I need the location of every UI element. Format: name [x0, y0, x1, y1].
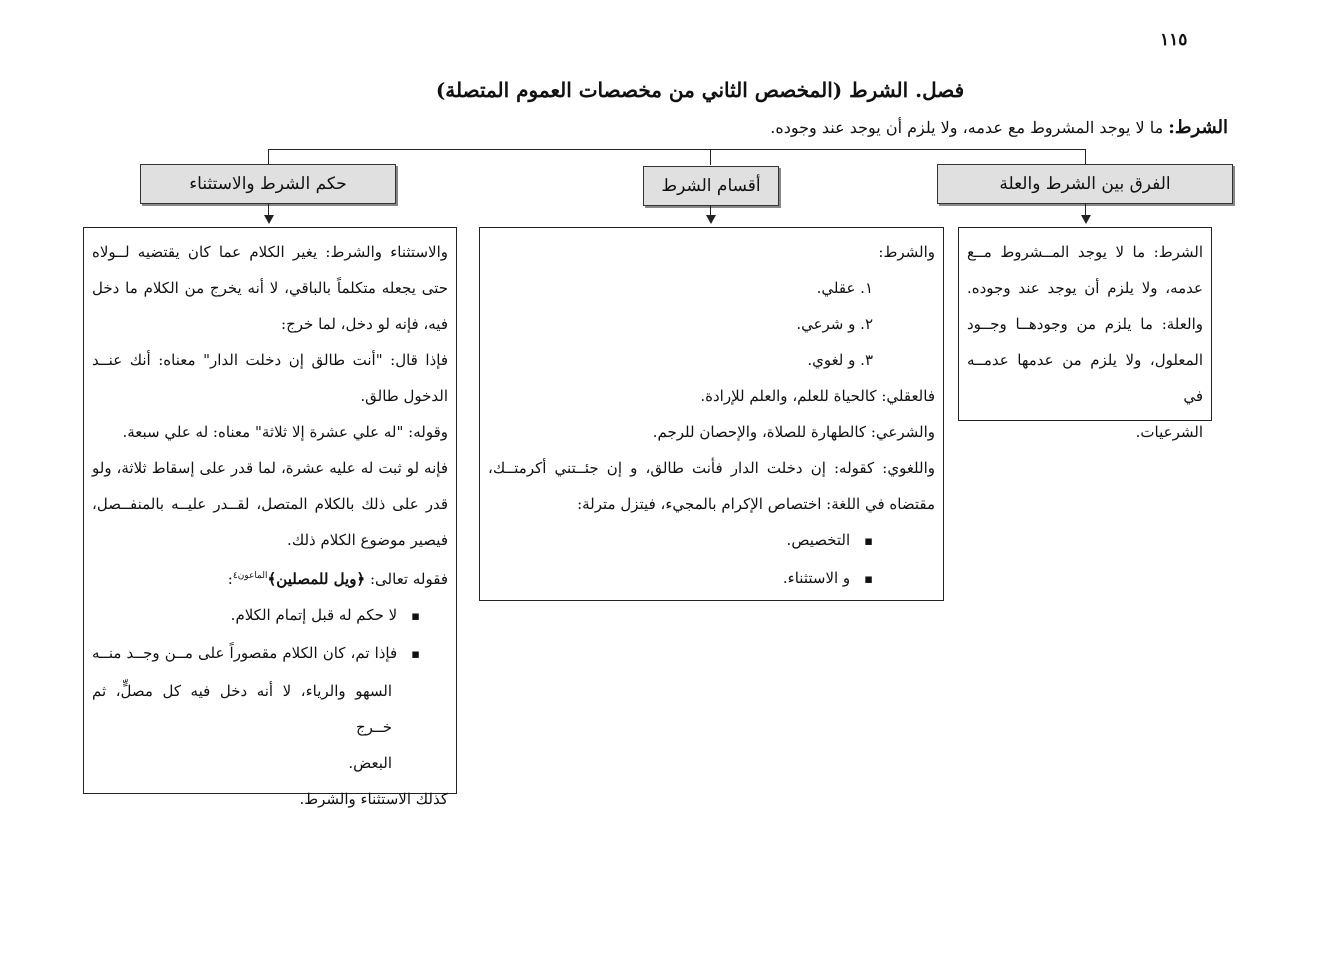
ruling-bullet-text: لا حكم له قبل إتمام الكلام.	[230, 606, 398, 624]
connector-drop-center	[710, 149, 711, 165]
connector-drop-left	[268, 149, 269, 165]
ruling-line: قدر على ذلك بالكلام المتصل، لقــدر عليــه بالمنفــصل،	[92, 495, 448, 513]
connector-drop-right	[1085, 149, 1086, 165]
bullet-icon	[850, 531, 873, 549]
types-intro: والشرط:	[878, 243, 935, 261]
ruling-line: الدخول طالق.	[360, 387, 448, 405]
types-line: والشرعي: كالطهارة للصلاة، والإحصان للرجم.	[652, 423, 935, 441]
heading-ruling	[140, 164, 396, 204]
difference-box	[958, 227, 1212, 441]
types-line: واللغوي: كقوله: إن دخلت الدار فأنت طالق، و إن جئــتني أكرمتــك،	[488, 459, 935, 477]
ruling-bullet-text: فإذا تم، كان الكلام مقصوراً على مــن وجــد منــه	[92, 644, 398, 662]
bullet-icon	[397, 606, 420, 624]
definition-text: ما لا يوجد المشروط مع عدمه، ولا يلزم أن يوجد عند وجوده.	[770, 118, 1169, 137]
condition-definition	[228, 117, 1228, 138]
ruling-line: والاستثناء والشرط: يغير الكلام عما كان يقتضيه لــولاه	[92, 243, 448, 261]
arrow-down-icon	[264, 215, 274, 224]
ruling-bullet	[92, 597, 448, 635]
bullet-icon	[397, 635, 420, 673]
types-line: فالعقلي: كالحياة للعلم، والعلم للإرادة.	[700, 387, 935, 405]
ruling-bullet-continuation: السهو والرياء، لا أنه دخل فيه كل مصلٍّ، ثم خــرج	[92, 682, 392, 736]
ruling-line: فيه، فإنه لو دخل، لما خرج:	[281, 315, 448, 333]
ruling-line: فيصير موضوع الكلام ذلك.	[287, 531, 448, 549]
types-line: مقتضاه في اللغة: اختصاص الإكرام بالمجيء، فيتزل مترلة:	[577, 495, 935, 513]
chapter-title: فصل. الشرط (المخصص الثاني من مخصصات العموم المتصلة)	[435, 78, 965, 102]
types-numbered-item: ٣. و لغوي.	[807, 351, 873, 369]
types-bullet	[488, 522, 935, 560]
verse-intro: فقوله تعالى:	[365, 570, 448, 588]
difference-line: عدمه، ولا يلزم أن يوجد عند وجوده.	[967, 279, 1203, 297]
difference-line: والعلة: ما يلزم من وجودهــا وجــود	[967, 315, 1203, 333]
arrow-down-icon	[706, 215, 716, 224]
verse-reference: الماعون٤	[232, 571, 268, 581]
ruling-bullet-continuation: البعض.	[348, 754, 392, 772]
types-numbered-item: ١. عقلي.	[816, 279, 873, 297]
types-bullet-text: التخصيص.	[786, 531, 851, 549]
ruling-line: وقوله: "له علي عشرة إلا ثلاثة" معناه: له علي سبعة.	[122, 423, 448, 441]
difference-line: الشرط: ما لا يوجد المــشروط مــع	[967, 243, 1203, 261]
difference-line: المعلول، ولا يلزم من عدمها عدمــه في	[967, 351, 1203, 405]
bullet-icon	[850, 569, 873, 587]
types-numbered-item: ٢. و شرعي.	[796, 315, 873, 333]
quran-verse: ﴿ويل للمصلين﴾	[267, 570, 366, 588]
types-bullet	[488, 560, 935, 598]
heading-types	[643, 166, 779, 206]
ruling-line: فإنه لو ثبت له عليه عشرة، لما قدر على إسقاط ثلاثة، ولو	[92, 459, 448, 477]
ruling-line: حتى يجعله متكلماً بالباقي، لا أنه يخرج من الكلام ما دخل	[92, 279, 448, 297]
arrow-down-icon	[1081, 215, 1091, 224]
definition-term: الشرط:	[1168, 117, 1228, 138]
ruling-bullet	[92, 635, 448, 673]
heading-ruling-label: حكم الشرط والاستثناء	[189, 174, 347, 194]
page-number: ١١٥	[1160, 30, 1188, 50]
ruling-line: فإذا قال: "أنت طالق إن دخلت الدار" معناه: أنك عنــد	[92, 351, 448, 369]
types-box	[479, 227, 944, 601]
heading-difference-label: الفرق بين الشرط والعلة	[999, 174, 1171, 194]
connector-horizontal	[268, 149, 1086, 150]
ruling-box	[83, 227, 457, 808]
ruling-closing: كذلك الاستثناء والشرط.	[299, 790, 448, 808]
ruling-verse-line: فقوله تعالى: ﴿ويل للمصلين﴾$^{الماعون٤}$:	[227, 570, 448, 588]
types-bullet-text: و الاستثناء.	[782, 569, 851, 587]
difference-line: الشرعيات.	[1135, 423, 1203, 441]
heading-difference	[937, 164, 1233, 204]
heading-types-label: أقسام الشرط	[661, 176, 761, 196]
